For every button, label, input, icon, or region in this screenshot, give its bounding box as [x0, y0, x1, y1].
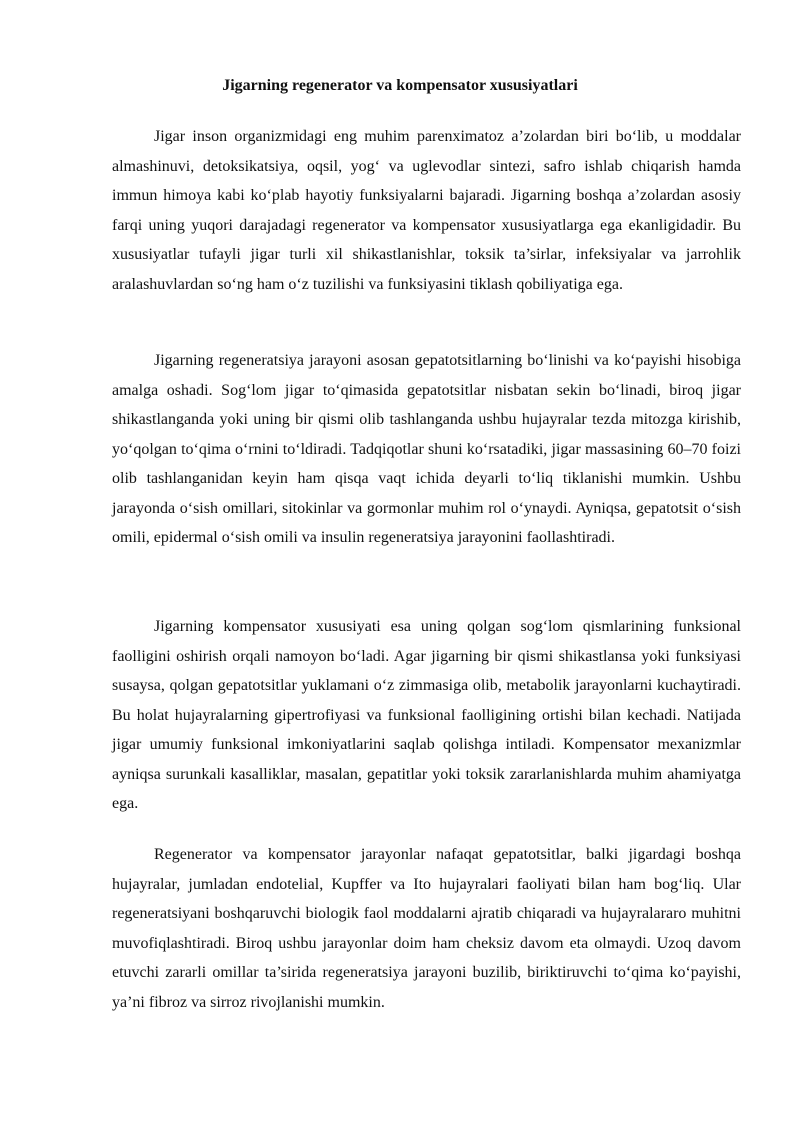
paragraph-3: Jigarning kompensator xususiyati esa uning qolgan sog‘lom qismlarining funksional faolligini oshirish orqali namoyon bo‘ladi. Agar jigarning bir qismi shikastlansa yoki funksiyasi susaysa, qolgan gepatotsitlar yuklamani o‘z zimmasiga olib, metabolik jarayonlarni kuchaytiradi. Bu holat hujayralarning gipertrofiyasi va funksional faolligining ortishi bilan kechadi. Natijada jigar umumiy funksional imkoniyatlarini saqlab qolishga intiladi. Kompensator mexanizmlar ayniqsa surunkali kasalliklar, masalan, gepatitlar yoki toksik zararlanishlarda muhim ahamiyatga ega. — [112, 618, 741, 812]
paragraph-2: Jigarning regeneratsiya jarayoni asosan gepatotsitlarning bo‘linishi va ko‘payishi hisobiga amalga oshadi. Sog‘lom jigar to‘qimasida gepatotsitlar nisbatan sekin bo‘linadi, biroq jigar shikastlanganda yoki uning bir qismi olib tashlanganda ushbu hujayralar tezda mitozga kirishib, yo‘qolgan to‘qima o‘rnini to‘ldiradi. Tadqiqotlar shuni ko‘rsatadiki, jigar massasining 60–70 foizi olib tashlanganidan keyin ham qisqa vaqt ichida deyarli to‘liq tiklanishi mumkin. Ushbu jarayonda o‘sish omillari, sitokinlar va gormonlar muhim rol o‘ynaydi. Ayniqsa, gepatotsit o‘sish omili, epidermal o‘sish omili va insulin regeneratsiya jarayonini faollashtiradi. — [112, 352, 741, 546]
paragraph-4: Regenerator va kompensator jarayonlar nafaqat gepatotsitlar, balki jigardagi boshqa hujayralar, jumladan endotelial, Kupffer va Ito hujayralari faoliyati bilan ham bog‘liq. Ular regeneratsiyani boshqaruvchi biologik faol moddalarni ajratib chiqaradi va hujayralararo muhitni muvofiqlashtiradi. Biroq ushbu jarayonlar doim ham cheksiz davom eta olmaydi. Uzoq davom etuvchi zararli omillar ta’sirida regeneratsiya jarayoni buzilib, biriktiruvchi to‘qima ko‘payishi, ya’ni fibroz va sirroz rivojlanishi mumkin. — [112, 846, 741, 1011]
paragraph-1: Jigar inson organizmidagi eng muhim parenximatoz a’zolardan biri bo‘lib, u moddalar almashinuvi, detoksikatsiya, oqsil, yog‘ va uglevodlar sintezi, safro ishlab chiqarish hamda immun himoya kabi ko‘plab hayotiy funksiyalarni bajaradi. Jigarning boshqa a’zolardan asosiy farqi uning yuqori darajadagi regenerator va kompensator xususiyatlarga ega ekanligidadir. Bu xususiyatlar tufayli jigar turli xil shikastlanishlar, toksik ta’sirlar, infeksiyalar va jarrohlik aralashuvlardan so‘ng ham o‘z tuzilishi va funksiyasini tiklash qobiliyatiga ega. — [112, 128, 741, 293]
document-title: Jigarning regenerator va kompensator xususiyatlari — [222, 77, 578, 94]
